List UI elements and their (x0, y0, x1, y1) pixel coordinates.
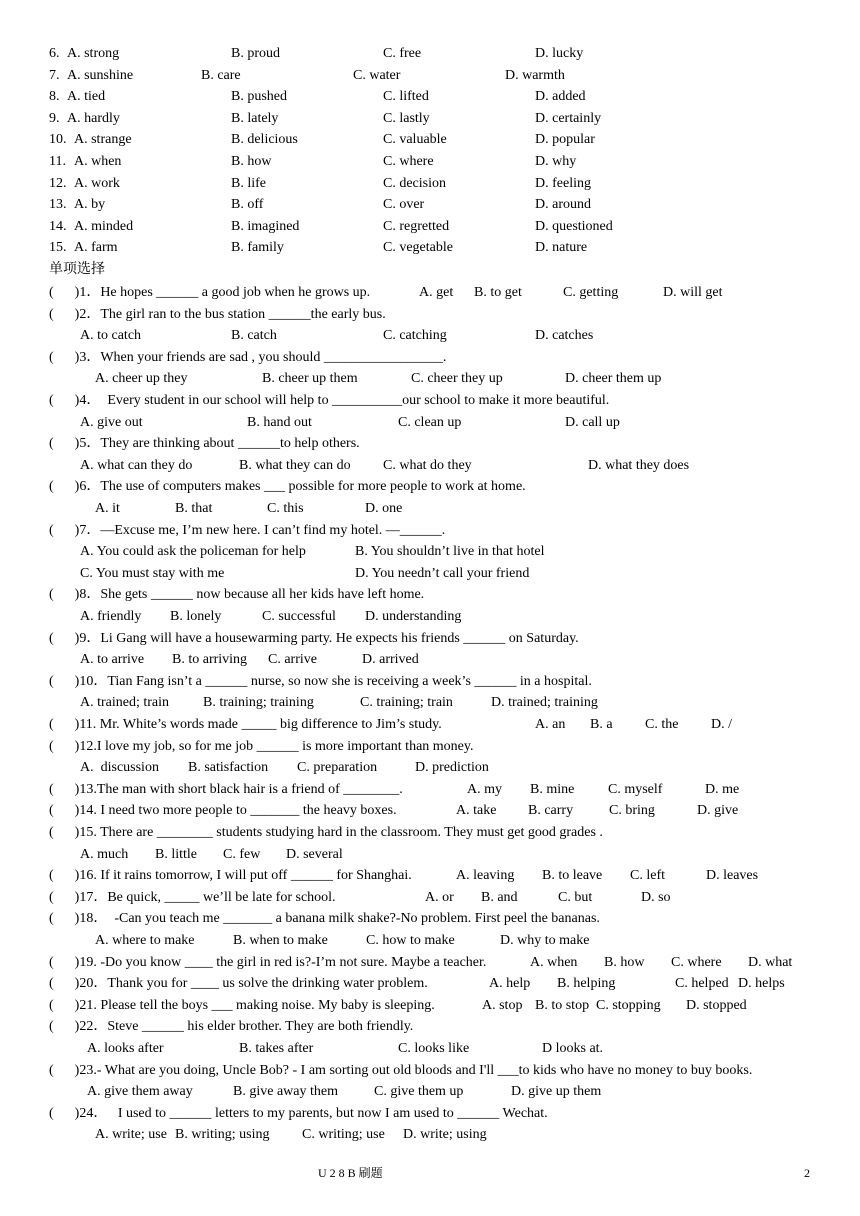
cloze-number: 12. (49, 175, 67, 191)
answer-option: A. give them away (87, 1084, 193, 1100)
question-stem: ( )15. There are ________ students studying hard in the classroom. They must get good grades . (49, 825, 603, 840)
question-stem: ( )8．She gets ______ now because all her kids have left home. (49, 587, 425, 603)
answer-option: A. looks after (87, 1041, 164, 1056)
answer-option: D. helps (738, 976, 785, 992)
cloze-number: 8. (49, 89, 60, 105)
answer-option: D. stopped (686, 997, 747, 1013)
answer-option: A. take (456, 803, 497, 819)
question-stem: ( )17．Be quick, _____ we’ll be late for school. (49, 889, 336, 905)
footer-label: U 2 8 B 刷题 (318, 1166, 383, 1180)
answer-option: A. it (95, 501, 120, 516)
question-stem: ( )12.I love my job, so for me job ______ is more important than money. (49, 738, 474, 754)
cloze-option-b: B. lately (231, 110, 279, 126)
cloze-option-c: C. valuable (383, 132, 447, 148)
answer-option: B. and (481, 889, 518, 905)
answer-option: B. cheer up them (262, 371, 358, 387)
cloze-option-d: D. feeling (535, 175, 591, 191)
answer-option: B. You shouldn’t live in that hotel (355, 544, 545, 560)
answer-option: A. get (419, 285, 454, 300)
answer-option: D. understanding (365, 609, 462, 624)
cloze-option-a: A. when (74, 154, 122, 169)
cloze-option-c: C. lastly (383, 110, 430, 126)
answer-option: D. one (365, 501, 403, 516)
cloze-option-b: B. delicious (231, 132, 298, 148)
answer-option: B. mine (530, 781, 575, 797)
answer-option: B. to get (474, 285, 522, 300)
cloze-option-b: B. imagined (231, 218, 300, 234)
answer-option: A. an (535, 717, 566, 732)
answer-option: A. to catch (80, 328, 142, 344)
answer-option: D. cheer them up (565, 371, 662, 387)
answer-option: C. myself (608, 781, 663, 797)
answer-option: D. trained; training (491, 695, 598, 711)
cloze-number: 6. (49, 46, 60, 61)
answer-option: D. give (697, 803, 739, 819)
question-stem: ( )4． Every student in our school will help to __________our school to make it more beautiful. (49, 393, 610, 408)
answer-option: B. to leave (542, 868, 603, 884)
cloze-option-c: C. free (383, 46, 422, 61)
question-stem: ( )22．Steve ______ his elder brother. They are both friendly. (49, 1019, 414, 1035)
answer-option: C. helped (675, 976, 729, 992)
cloze-option-a: A. farm (74, 240, 118, 256)
answer-option: C. writing; use (302, 1127, 385, 1143)
cloze-number: 7. (49, 67, 60, 83)
cloze-option-c: C. regretted (383, 218, 450, 234)
answer-option: C. left (630, 868, 665, 884)
answer-option: D. give up them (511, 1084, 602, 1100)
cloze-option-d: D. questioned (535, 218, 613, 234)
cloze-option-d: D. warmth (505, 67, 565, 83)
answer-option: B. to stop (535, 997, 590, 1013)
page-number: 2 (804, 1166, 810, 1180)
answer-option: D. what (748, 954, 793, 970)
answer-option: D. leaves (706, 868, 759, 884)
question-stem: ( )19. -Do you know ____ the girl in red is?-I’m not sure. Maybe a teacher. (49, 954, 487, 970)
answer-option: B. what they can do (239, 457, 351, 473)
cloze-option-a: A. minded (74, 218, 134, 234)
cloze-option-c: C. vegetable (383, 240, 453, 256)
question-stem: ( )10．Tian Fang isn’t a ______ nurse, so now she is receiving a week’s ______ in a hospital. (49, 673, 592, 689)
cloze-option-a: A. by (74, 197, 106, 213)
cloze-number: 13. (49, 197, 67, 213)
question-stem: ( )7．—Excuse me, I’m new here. I can’t find my hotel. —______. (49, 522, 446, 538)
question-stem: ( )20．Thank you for ____ us solve the drinking water problem. (49, 976, 428, 992)
answer-option: D. call up (565, 414, 620, 430)
answer-option: C. the (645, 717, 679, 732)
cloze-number: 10. (49, 132, 67, 148)
cloze-option-b: B. family (231, 240, 284, 256)
cloze-option-b: B. life (231, 175, 266, 191)
cloze-option-d: D. certainly (535, 110, 602, 126)
answer-option: B. to arriving (172, 652, 248, 668)
question-stem: ( )24． I used to ______ letters to my parents, but now I am used to ______ Wechat. (49, 1105, 548, 1121)
answer-option: C. catching (383, 328, 447, 344)
answer-option: C. successful (262, 609, 336, 624)
cloze-option-c: C. where (383, 154, 434, 169)
cloze-number: 15. (49, 240, 67, 256)
answer-option: D. several (286, 846, 343, 862)
cloze-option-d: D. added (535, 89, 586, 105)
answer-option: B. that (175, 501, 213, 516)
answer-option: C. preparation (297, 760, 378, 776)
answer-option: A. give out (80, 414, 143, 430)
answer-option: C. few (223, 846, 261, 862)
answer-option: B. takes after (239, 1041, 314, 1056)
answer-option: A. to arrive (80, 652, 145, 668)
answer-option: B. a (590, 717, 613, 732)
question-stem: ( )21. Please tell the boys ___ making noise. My baby is sleeping. (49, 997, 435, 1013)
cloze-option-a: A. tied (67, 89, 106, 105)
question-stem: ( )1．He hopes ______ a good job when he grows up. (49, 285, 371, 300)
question-stem: ( )2．The girl ran to the bus station ______the early bus. (49, 306, 386, 322)
question-stem: ( )5．They are thinking about ______to help others. (49, 436, 360, 452)
answer-option: D looks at. (542, 1041, 604, 1056)
answer-option: C. getting (563, 285, 619, 300)
question-stem: ( )14. I need two more people to _______ the heavy boxes. (49, 803, 397, 819)
cloze-option-c: C. over (383, 197, 425, 213)
cloze-number: 9. (49, 110, 60, 126)
answer-option: D. why to make (500, 933, 590, 948)
answer-option: C. what do they (383, 457, 472, 473)
answer-option: B. hand out (247, 414, 312, 430)
answer-option: A. You could ask the policeman for help (80, 544, 306, 560)
answer-option: C. arrive (268, 652, 317, 668)
answer-option: D. will get (663, 285, 723, 300)
answer-option: D. prediction (415, 760, 489, 776)
answer-option: C. this (267, 501, 304, 516)
answer-option: B. little (155, 846, 197, 862)
answer-option: D. You needn’t call your friend (355, 565, 530, 581)
answer-option: B. writing; using (175, 1127, 270, 1143)
cloze-option-a: A. strong (67, 46, 120, 61)
answer-option: B. when to make (233, 933, 328, 948)
answer-option: A. write; use (95, 1127, 167, 1143)
question-stem: ( )18． -Can you teach me _______ a banana milk shake?-No problem. First peel the bananas. (49, 911, 600, 927)
cloze-option-c: C. decision (383, 175, 446, 191)
answer-option: B. lonely (170, 609, 222, 624)
cloze-option-b: B. how (231, 154, 272, 169)
answer-option: A. leaving (456, 868, 515, 884)
answer-option: B. satisfaction (188, 760, 269, 776)
cloze-option-b: B. care (201, 67, 241, 83)
question-stem: ( )16. If it rains tomorrow, I will put off ______ for Shanghai. (49, 868, 412, 884)
answer-option: A. friendly (80, 609, 142, 624)
answer-option: D. catches (535, 328, 594, 344)
cloze-option-d: D. why (535, 154, 577, 169)
question-stem: ( )23.- What are you doing, Uncle Bob? - I am sorting out old bloods and I'll ___to kids who have no money to buy books. (49, 1062, 753, 1078)
answer-option: A. my (467, 781, 502, 797)
answer-option: B. give away them (233, 1084, 338, 1100)
cloze-option-b: B. pushed (231, 89, 287, 105)
cloze-option-a: A. strange (74, 132, 132, 148)
question-stem: ( )9．Li Gang will have a housewarming party. He expects his friends ______ on Saturday. (49, 630, 579, 646)
answer-option: A. what can they do (80, 457, 193, 473)
answer-option: C. but (558, 889, 593, 905)
cloze-option-d: D. around (535, 197, 591, 213)
cloze-option-d: D. nature (535, 240, 588, 256)
answer-option: C. give them up (374, 1084, 464, 1100)
section-title: 单项选择 (49, 262, 105, 277)
cloze-option-a: A. work (74, 175, 120, 191)
cloze-option-c: C. water (353, 67, 401, 83)
answer-option: B. carry (528, 803, 574, 819)
answer-option: C. bring (609, 803, 655, 819)
cloze-option-d: D. popular (535, 132, 595, 148)
answer-option: C. where (671, 954, 722, 970)
cloze-option-d: D. lucky (535, 46, 584, 61)
answer-option: C. You must stay with me (80, 565, 225, 581)
answer-option: A. help (489, 976, 531, 992)
cloze-number: 14. (49, 218, 67, 234)
cloze-option-a: A. hardly (67, 110, 120, 126)
question-stem: ( )11. Mr. White’s words made _____ big difference to Jim’s study. (49, 717, 442, 732)
answer-option: C. clean up (398, 414, 462, 430)
cloze-option-a: A. sunshine (67, 67, 134, 83)
answer-option: A. much (80, 846, 129, 862)
answer-option: A. trained; train (80, 695, 170, 711)
cloze-option-b: B. proud (231, 46, 280, 61)
answer-option: A. when (530, 954, 578, 970)
cloze-option-c: C. lifted (383, 89, 429, 105)
question-stem: ( )6．The use of computers makes ___ possible for more people to work at home. (49, 479, 526, 495)
answer-option: C. cheer they up (411, 371, 503, 387)
answer-option: B. catch (231, 328, 277, 344)
answer-option: B. helping (557, 976, 616, 992)
answer-option: D. arrived (362, 652, 419, 668)
question-stem: ( )13.The man with short black hair is a friend of ________. (49, 781, 403, 797)
answer-option: D. write; using (403, 1127, 487, 1143)
answer-option: A. stop (482, 997, 523, 1013)
question-stem: ( )3．When your friends are sad , you should _________________. (49, 349, 447, 365)
answer-option: C. stopping (596, 997, 661, 1013)
answer-option: A. discussion (80, 760, 159, 776)
answer-option: A. where to make (95, 933, 195, 948)
answer-option: D. / (711, 717, 732, 732)
answer-option: D. me (705, 781, 740, 797)
answer-option: C. how to make (366, 933, 455, 948)
answer-option: A. or (425, 889, 454, 905)
answer-option: A. cheer up they (95, 371, 188, 387)
answer-option: D. so (641, 889, 671, 905)
answer-option: C. looks like (398, 1041, 470, 1056)
answer-option: B. training; training (203, 695, 314, 711)
cloze-option-b: B. off (231, 197, 264, 213)
answer-option: B. how (604, 954, 645, 970)
answer-option: C. training; train (360, 695, 453, 711)
cloze-number: 11. (49, 154, 66, 169)
answer-option: D. what they does (588, 457, 690, 473)
